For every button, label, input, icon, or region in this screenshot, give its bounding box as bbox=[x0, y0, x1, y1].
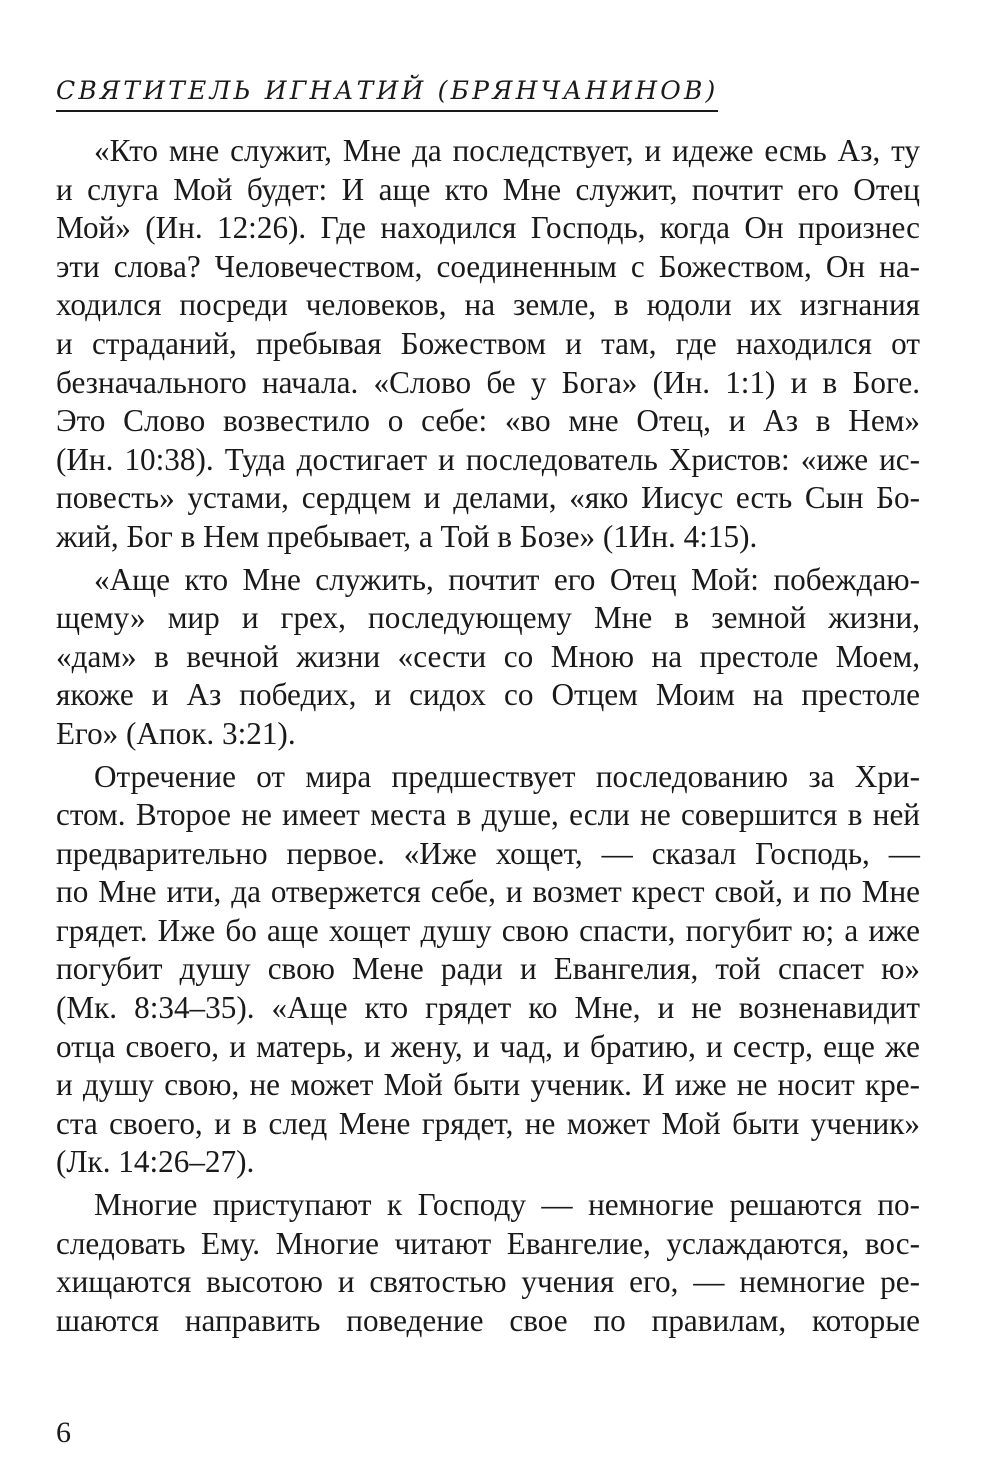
text-line: стом. Второе не имеет места в душе, если не совершится в ней bbox=[56, 797, 920, 833]
text-line: хищаются высотою и святостью учения его, — немногие ре- bbox=[56, 1264, 920, 1300]
text-line: Это Слово возвестило о себе: «во мне Отец, и Аз в Нем» bbox=[56, 403, 920, 439]
text-line: и слуга Мой будет: И аще кто Мне служит, почтит его Отец bbox=[56, 171, 920, 207]
text-line: (Лк. 14:26–27). bbox=[56, 1144, 255, 1180]
text-line: «Аще кто Мне служить, почтит его Отец Мой: побеждаю- bbox=[94, 561, 920, 597]
paragraph-3 bbox=[56, 758, 920, 1183]
text-line: (Мк. 8:34–35). «Аще кто грядет ко Мне, и не возненавидит bbox=[56, 990, 920, 1026]
text-line: жий, Бог в Нем пребывает, а Той в Бозе» (1Ин. 4:15). bbox=[56, 518, 758, 554]
body-text bbox=[56, 132, 920, 1340]
text-line: ста своего, и в след Мене грядет, не может Мой быти ученик» bbox=[56, 1105, 920, 1141]
text-line: предварительно первое. «Иже хощет, — сказал Господь, — bbox=[56, 835, 920, 871]
text-line: щему» мир и грех, последующему Мне в земной жизни, bbox=[56, 600, 920, 636]
text-line: шаются направить поведение свое по правилам, которые bbox=[56, 1302, 920, 1338]
text-line: и душу свою, не может Мой быти ученик. И иже не носит кре- bbox=[56, 1067, 920, 1103]
page-number: 6 bbox=[56, 1416, 71, 1449]
text-line: по Мне ити, да отвержется себе, и возмет крест свой, и по Мне bbox=[56, 874, 920, 910]
text-line: Мой» (Ин. 12:26). Где находился Господь, когда Он произнес bbox=[56, 210, 920, 246]
text-line: безначального начала. «Слово бе у Бога» (Ин. 1:1) и в Боге. bbox=[56, 364, 920, 400]
text-line: повесть» устами, сердцем и делами, «яко Иисус есть Сын Бо- bbox=[56, 480, 920, 516]
text-line: якоже и Аз победих, и сидох со Отцем Моим на престоле bbox=[56, 677, 920, 713]
text-line: следовать Ему. Многие читают Евангелие, услаждаются, вос- bbox=[56, 1225, 920, 1261]
paragraph-1 bbox=[56, 132, 920, 557]
text-line: «дам» в вечной жизни «сести со Мною на престоле Моем, bbox=[56, 638, 920, 674]
text-line: (Ин. 10:38). Туда достигает и последователь Христов: «иже ис- bbox=[56, 441, 920, 477]
text-line: отца своего, и матерь, и жену, и чад, и братию, и сестр, еще же bbox=[56, 1028, 920, 1064]
text-line: «Кто мне служит, Мне да последствует, и идеже есмь Аз, ту bbox=[94, 133, 920, 168]
paragraph-2 bbox=[56, 561, 920, 754]
text-line: эти слова? Человечеством, соединенным с Божеством, Он на- bbox=[56, 248, 920, 284]
text-line: погубит душу свою Мене ради и Евангелия, той спасет ю» bbox=[56, 951, 920, 987]
text-line: Его» (Апок. 3:21). bbox=[56, 715, 296, 751]
text-line: Отречение от мира предшествует последованию за Хри- bbox=[94, 758, 920, 794]
text-line: ходился посреди человеков, на земле, в юдоли их изгнания bbox=[56, 287, 920, 323]
text-line: и страданий, пребывая Божеством и там, где находился от bbox=[56, 325, 920, 361]
paragraph-4 bbox=[56, 1186, 920, 1340]
running-title: СВЯТИТЕЛЬ ИГНАТИЙ (БРЯНЧАНИНОВ) bbox=[56, 76, 718, 112]
text-line: грядет. Иже бо аще хощет душу свою спасти, погубит ю; а иже bbox=[56, 912, 920, 948]
text-line: Многие приступают к Господу — немногие решаются по- bbox=[94, 1187, 920, 1223]
